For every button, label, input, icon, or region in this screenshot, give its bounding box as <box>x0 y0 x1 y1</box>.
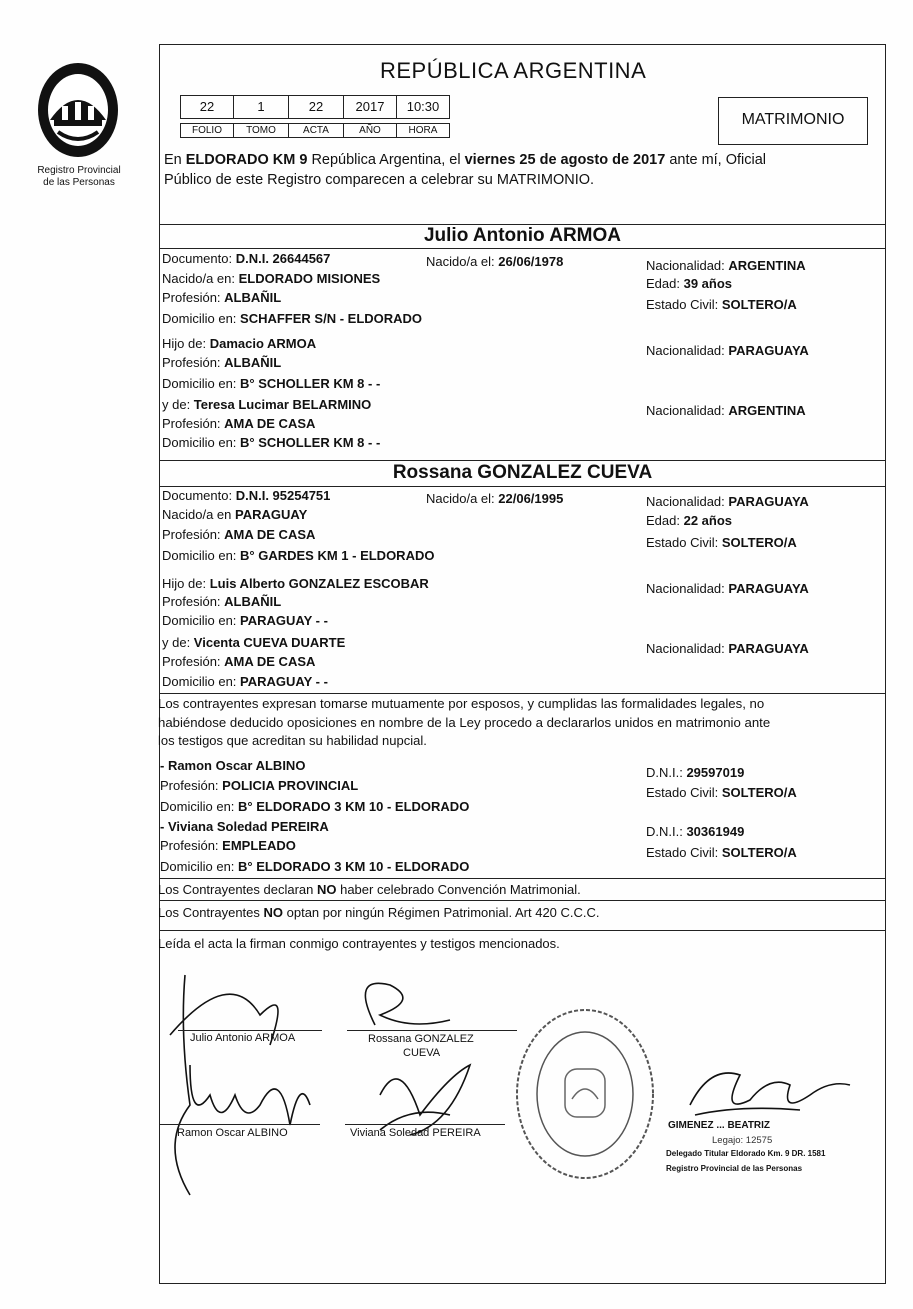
witness2-dni: D.N.I.: 30361949 <box>646 824 745 839</box>
groom-signature-caption: Julio Antonio ARMOA <box>190 1032 296 1044</box>
groom-father-nationality: Nacionalidad: PARAGUAYA <box>646 343 809 358</box>
bride-age: Edad: 22 años <box>646 513 733 528</box>
folio-value: 22 <box>180 95 234 119</box>
witness2-address: Domicilio en: B° ELDORADO 3 KM 10 - ELDORADO <box>160 859 470 874</box>
acta-value: 22 <box>288 95 344 119</box>
groom-address: Domicilio en: SCHAFFER S/N - ELDORADO <box>162 311 423 326</box>
groom-mother-nationality: Nacionalidad: ARGENTINA <box>646 403 806 418</box>
groom-doc: Documento: D.N.I. 26644567 <box>162 251 331 266</box>
groom-name: Julio Antonio ARMOA <box>423 225 621 246</box>
groom-age: Edad: 39 años <box>646 276 733 291</box>
bride-nationality: Nacionalidad: PARAGUAYA <box>646 494 809 509</box>
office-stamp <box>510 1004 660 1184</box>
regime-statement: Los Contrayentes NO optan por ningún Régimen Patrimonial. Art 420 C.C.C. <box>158 905 600 920</box>
witness2-profession: Profesión: EMPLEADO <box>160 838 296 853</box>
divider <box>159 248 886 249</box>
witness1-signature-line <box>160 1124 320 1125</box>
convention-statement: Los Contrayentes declaran NO haber celebrado Convención Matrimonial. <box>158 882 581 897</box>
bride-signature-line <box>347 1030 517 1031</box>
declaration-line2: habiéndose deducido oposiciones en nombre de la Ley procedo a declararlos unidos en matrimonio ante <box>158 715 771 730</box>
hour-value: 10:30 <box>396 95 450 119</box>
groom-father-address: Domicilio en: B° SCHOLLER KM 8 - - <box>162 376 381 391</box>
witness1-name: - Ramon Oscar ALBINO <box>160 758 306 773</box>
groom-mother-address: Domicilio en: B° SCHOLLER KM 8 - - <box>162 435 381 450</box>
bride-father: Hijo de: Luis Alberto GONZALEZ ESCOBAR <box>162 576 429 591</box>
bride-father-address: Domicilio en: PARAGUAY - - <box>162 613 328 628</box>
groom-signature-line <box>178 1030 322 1031</box>
bride-born: Nacido/a el: 22/06/1995 <box>426 491 564 506</box>
bride-mother: y de: Vicenta CUEVA DUARTE <box>162 635 346 650</box>
official-role: Delegado Titular Eldorado Km. 9 DR. 1581 <box>666 1149 826 1158</box>
bride-father-profession: Profesión: ALBAÑIL <box>162 594 282 609</box>
divider <box>159 878 886 879</box>
act-type-label: MATRIMONIO <box>741 111 845 128</box>
bride-civil-status: Estado Civil: SOLTERO/A <box>646 535 797 550</box>
witness1-dni: D.N.I.: 29597019 <box>646 765 745 780</box>
divider <box>159 460 886 461</box>
witness2-civil-status: Estado Civil: SOLTERO/A <box>646 845 797 860</box>
province-shield-icon <box>32 60 124 162</box>
groom-father: Hijo de: Damacio ARMOA <box>162 336 317 351</box>
bride-address: Domicilio en: B° GARDES KM 1 - ELDORADO <box>162 548 435 563</box>
groom-nationality: Nacionalidad: ARGENTINA <box>646 258 806 273</box>
year-label: AÑO <box>343 123 397 138</box>
bride-name: Rossana GONZALEZ CUEVA <box>392 462 653 483</box>
closing-statement: Leída el acta la firman conmigo contrayentes y testigos mencionados. <box>158 936 560 951</box>
bride-signature-caption-1: Rossana GONZALEZ <box>368 1033 474 1045</box>
intro-line2: Público de este Registro comparecen a celebrar su MATRIMONIO. <box>164 172 595 188</box>
witness2-signature-caption: Viviana Soledad PEREIRA <box>350 1127 481 1139</box>
folio-label: FOLIO <box>180 123 234 138</box>
groom-birthplace: Nacido/a en: ELDORADO MISIONES <box>162 271 381 286</box>
bride-mother-profession: Profesión: AMA DE CASA <box>162 654 316 669</box>
tomo-label: TOMO <box>233 123 289 138</box>
divider <box>159 693 886 694</box>
groom-born: Nacido/a el: 26/06/1978 <box>426 254 564 269</box>
official-legajo: Legajo: 12575 <box>712 1135 773 1146</box>
official-organization: Registro Provincial de las Personas <box>666 1164 803 1173</box>
groom-father-profession: Profesión: ALBAÑIL <box>162 355 282 370</box>
registry-name-line1: Registro Provincial <box>37 165 121 176</box>
bride-birthplace: Nacido/a en PARAGUAY <box>162 507 308 522</box>
hour-label: HORA <box>396 123 450 138</box>
declaration-line3: los testigos que acreditan su habilidad nupcial. <box>158 733 427 748</box>
witness1-address: Domicilio en: B° ELDORADO 3 KM 10 - ELDORADO <box>160 799 470 814</box>
bride-doc: Documento: D.N.I. 95254751 <box>162 488 331 503</box>
groom-civil-status: Estado Civil: SOLTERO/A <box>646 297 797 312</box>
bride-mother-address: Domicilio en: PARAGUAY - - <box>162 674 328 689</box>
witness1-profession: Profesión: POLICIA PROVINCIAL <box>160 778 359 793</box>
divider <box>159 900 886 901</box>
bride-father-nationality: Nacionalidad: PARAGUAYA <box>646 581 809 596</box>
registry-seal <box>32 60 124 162</box>
intro-line1: En ELDORADO KM 9 República Argentina, el viernes 25 de agosto de 2017 ante mí, Oficial <box>164 152 767 168</box>
groom-mother: y de: Teresa Lucimar BELARMINO <box>162 397 372 412</box>
bride-mother-nationality: Nacionalidad: PARAGUAYA <box>646 641 809 656</box>
divider <box>159 930 886 931</box>
acta-label: ACTA <box>288 123 344 138</box>
witness2-name: - Viviana Soledad PEREIRA <box>160 819 329 834</box>
groom-profession: Profesión: ALBAÑIL <box>162 290 282 305</box>
year-value: 2017 <box>343 95 397 119</box>
witness2-signature-line <box>345 1124 505 1125</box>
declaration-line1: Los contrayentes expresan tomarse mutuamente por esposos, y cumplidas las formalidades legales, no <box>158 696 765 711</box>
groom-mother-profession: Profesión: AMA DE CASA <box>162 416 316 431</box>
bride-signature-caption-2: CUEVA <box>403 1047 441 1059</box>
witness1-signature-caption: Ramon Oscar ALBINO <box>177 1127 288 1139</box>
witness1-civil-status: Estado Civil: SOLTERO/A <box>646 785 797 800</box>
registry-name-line2: de las Personas <box>43 177 115 188</box>
country-title: REPÚBLICA ARGENTINA <box>380 58 647 83</box>
divider <box>159 486 886 487</box>
tomo-value: 1 <box>233 95 289 119</box>
bride-profession: Profesión: AMA DE CASA <box>162 527 316 542</box>
official-name: GIMENEZ ... BEATRIZ <box>668 1120 771 1131</box>
